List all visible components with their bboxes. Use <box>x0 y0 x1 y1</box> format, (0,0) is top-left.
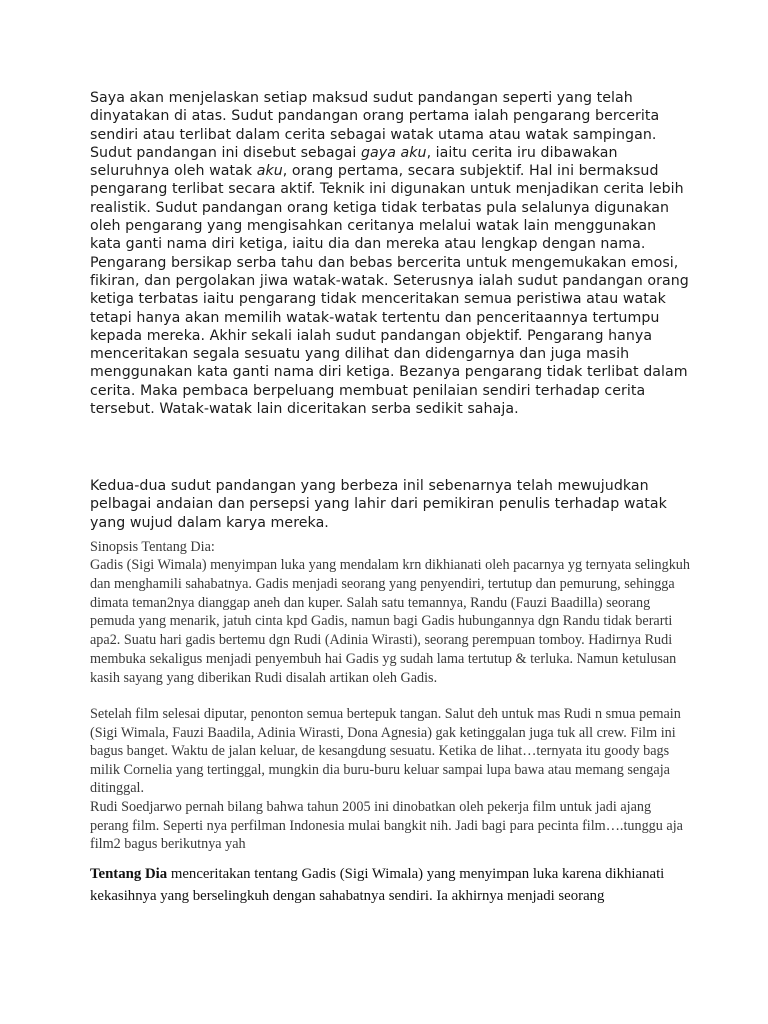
paragraph-point-of-view <box>90 89 690 418</box>
paragraph-rudi-soedjarwo: Rudi Soedjarwo pernah bilang bahwa tahun 2005 ini dinobatkan oleh pekerja film untuk jadi ajang perang film. Seperti nya perfilman Indonesia mulai bangkit nih. Jadi bagi para pecinta film….tunggu aja film2 bagus berikutnya yah <box>90 799 683 852</box>
text-run: Saya akan menjelaskan setiap maksud sudut pandangan seperti yang telah dinyatakan di atas. Sudut pandangan orang pertama ialah pengarang bercerita sendiri atau terlibat dalam cerita sebagai watak utama atau watak sampingan. Sudut pandangan ini disebut sebagai <box>90 90 660 161</box>
synopsis-title: Sinopsis Tentang Dia: <box>90 539 215 555</box>
italic-term-gaya-aku: gaya aku <box>360 144 427 161</box>
bold-title-tentang-dia: Tentang Dia <box>90 866 168 882</box>
paragraph-summary: Kedua-dua sudut pandangan yang berbeza inil sebenarnya telah mewujudkan pelbagai andaian dan persepsi yang lahir dari pemikiran penulis terhadap watak yang wujud dalam karya mereka. <box>90 478 667 531</box>
paragraph-tentang-dia <box>90 863 690 907</box>
text-run: , iaitu cerita iru dibawakan seluruhnya oleh watak <box>90 144 618 180</box>
synopsis-body: Gadis (Sigi Wimala) menyimpan luka yang mendalam krn dikhianati oleh pacarnya yg ternyata selingkuh dan menghamili sahabatnya. Gadis menjadi seorang yang penyendiri, tertutup dan pemurung, sehingga dimata teman2nya dianggap aneh dan kuper. Salah satu temannya, Randu (Fauzi Baadilla) seorang pemuda yang menarik, jatuh cinta kpd Gadis, namun bagi Gadis hubungannya dgn Randu tidak berarti apa2. Suatu hari gadis bertemu dgn Rudi (Adinia Wirasti), seorang perempuan tomboy. Hadirnya Rudi membuka sekaligus menjadi penyembuh hai Gadis yg sudah lama tertutup & terluka. Namun ketulusan kasih sayang yang diberikan Rudi disalah artikan oleh Gadis. <box>90 557 690 686</box>
italic-term-aku: aku <box>256 163 283 180</box>
paragraph-film-review: Setelah film selesai diputar, penonton semua bertepuk tangan. Salut deh untuk mas Rudi n smua pemain (Sigi Wimala, Fauzi Baadila, Adinia Wirasti, Dona Agnesia) gak ketinggalan juga tuk all crew. Film ini bagus banget. Waktu de jalan keluar, de kesangdung sesuatu. Ketika de lihat…ternyata itu goody bags milik Cornelia yang tertinggal, mungkin dia buru-buru keluar sampai lupa bawa atau memang sengaja ditinggal. <box>90 706 681 796</box>
text-run: , orang pertama, secara subjektif. Hal ini bermaksud pengarang terlibat secara aktif. Teknik ini digunakan untuk menjadikan cerita lebih realistik. Sudut pandangan orang ketiga tidak terbatas pula selalunya digunakan oleh pengarang yang mengisahkan ceritanya melalui watak lain menggunakan kata ganti nama diri ketiga, iaitu dia dan mereka atau lengkap dengan nama. Pengarang bersikap serba tahu dan bebas bercerita untuk mengemukakan emosi, fikiran, dan pergolakan jiwa watak-watak. Seterusnya ialah sudut pandangan orang ketiga terbatas iaitu pengarang tidak menceritakan semua peristiwa atau watak tetapi hanya akan memilih watak-watak tertentu dan penceritaannya tertumpu kepada mereka. Akhir sekali ialah sudut pandangan objektif. Pengarang hanya menceritakan segala sesuatu yang dilihat dan didengarnya dan juga masih menggunakan kata ganti nama diri ketiga. Bezanya pengarang tidak terlibat dalam cerita. Maka pembaca berpeluang membuat penilaian sendiri terhadap cerita tersebut. Watak-watak lain diceritakan serba sedikit sahaja. <box>90 163 689 418</box>
text-run: menceritakan tentang Gadis (Sigi Wimala) yang menyimpan luka karena dikhianati kekasihnya yang berselingkuh dengan sahabatnya sendiri. Ia akhirnya menjadi seorang <box>90 866 665 904</box>
